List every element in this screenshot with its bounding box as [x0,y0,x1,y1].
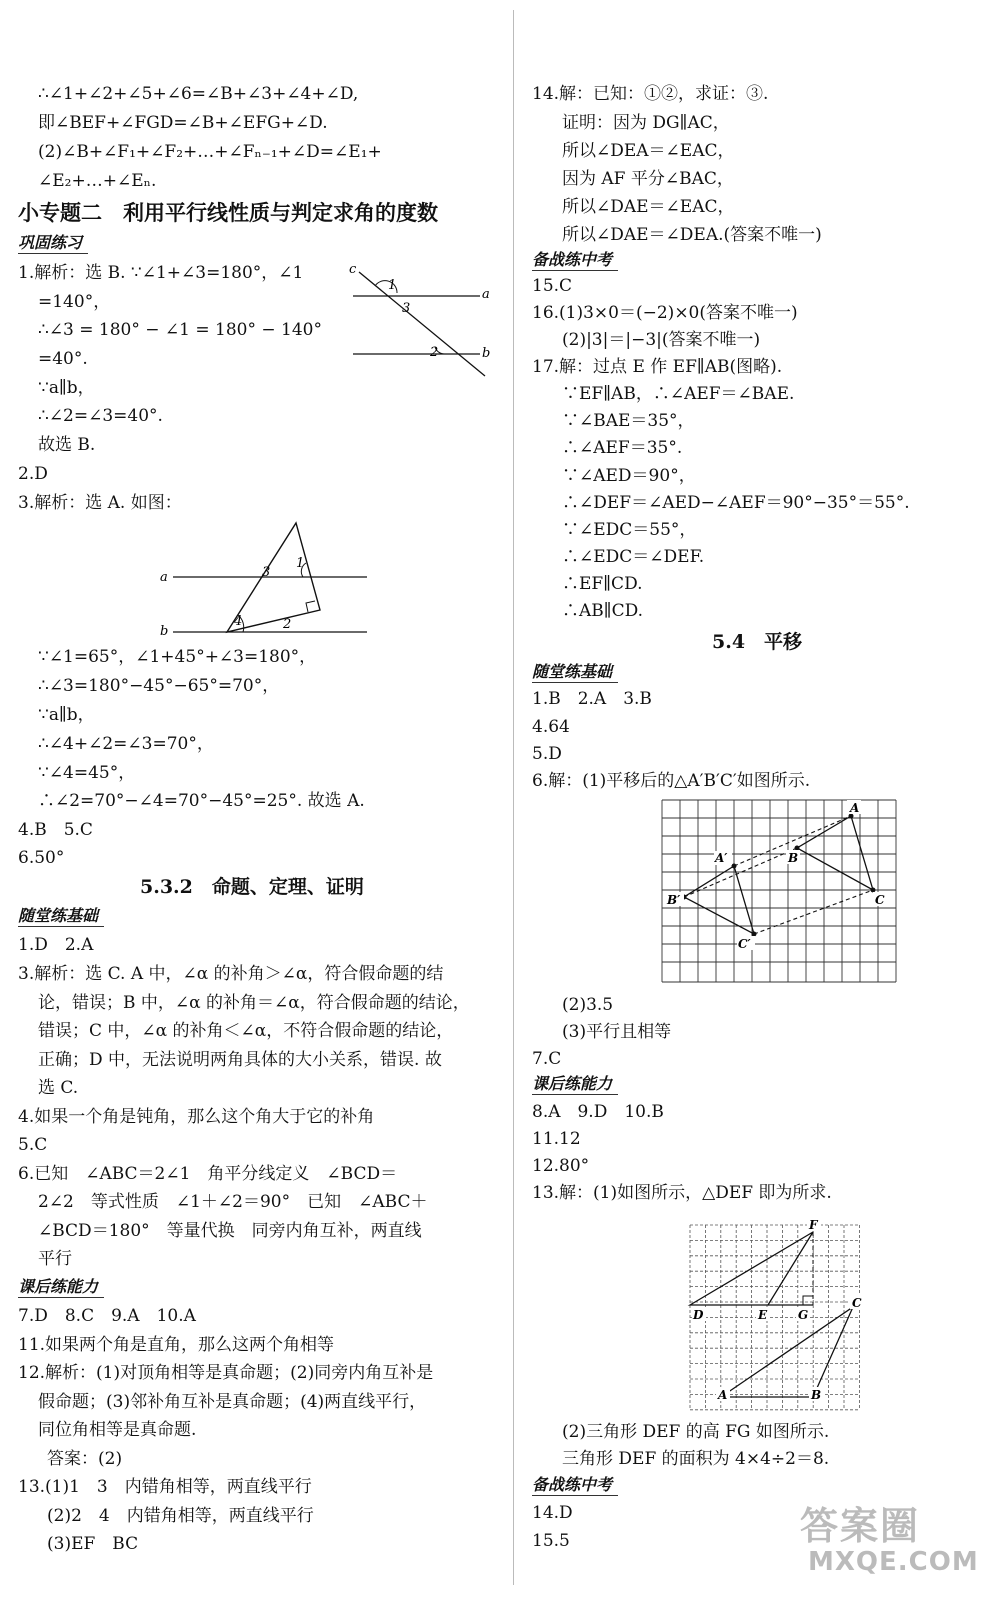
figure-triangle-def-grid [690,1218,868,1413]
text-line: 三角形 DEF 的面积为 4×4÷2＝8. [545,1449,830,1469]
point-label-A-prime: A′ [715,851,728,865]
text-line: (2)三角形 DEF 的高 FG 如图所示. [545,1422,830,1442]
point-label-B-prime: B′ [667,893,681,907]
text-line: ∵∠EDC＝55°， [545,520,697,540]
topic-title: 小专题二 利用平行线性质与判定求角的度数 [18,201,438,225]
text-line: ∵a∥b， [38,378,95,398]
text-line: (2)2 4 内错角相等，两直线平行 [30,1506,314,1526]
text-line: (3)EF BC [30,1534,139,1554]
angle-label-3: 3 [262,565,271,580]
figure-parallel-lines-1 [345,262,500,380]
text-line: 13.解：(1)如图所示，△DEF 即为所求. [532,1183,832,1203]
point-label-C-prime: C′ [738,937,751,951]
column-divider [513,10,514,1585]
angle-label-2: 2 [430,345,439,360]
point-label-E: E [758,1308,768,1322]
text-line: 15.5 [532,1531,570,1551]
text-line: ∵∠AED＝90°， [545,466,696,486]
line-label-a: a [482,287,490,302]
text-line: 4.B 5.C [18,820,93,840]
text-line: 17.解：过点 E 作 EF∥AB(图略). [532,357,783,377]
text-line: ∴∠3 = 180° − ∠1 = 180° − 140° [38,320,322,340]
text-line: 4.如果一个角是钝角，那么这个角大于它的补角 [18,1107,375,1127]
text-line: 因为 AF 平分∠BAC， [545,169,734,189]
section-tag: 课后练能力 [18,1277,104,1298]
text-line: 16.(1)3×0＝(−2)×0(答案不唯一) [532,303,798,323]
text-line: 1.B 2.A 3.B [532,689,652,709]
text-line: ∵∠4=45°， [38,763,136,783]
text-line: (3)平行且相等 [545,1022,672,1042]
text-line: 3.解析：选 C. A 中，∠α 的补角＞∠α，符合假命题的结 [18,964,444,984]
point-label-C: C [875,893,885,907]
text-line: 错误；C 中，∠α 的补角＜∠α，不符合假命题的结论， [38,1021,454,1041]
line-label-b: b [160,624,169,639]
text-line: ∵∠1=65°，∠1+45°+∠3=180°， [38,647,317,667]
text-line: 3.解析：选 A. 如图： [18,493,182,513]
text-line: =140°， [38,292,111,312]
text-line: ∠BCD＝180° 等量代换 同旁内角互补，两直线 [38,1221,422,1241]
point-label-F: F [809,1218,818,1232]
text-line: ∴∠DEF＝∠AED−∠AEF＝90°−35°＝55°. [545,493,910,513]
point-label-B: B [811,1388,822,1402]
text-line: 8.A 9.D 10.B [532,1102,664,1122]
point-label-B: B [788,851,799,865]
point-label-G: G [798,1308,809,1322]
text-line: 14.解：已知：①②，求证：③. [532,84,769,104]
angle-label-2: 2 [283,617,292,632]
text-line: 6.解：(1)平移后的△A′B′C′如图所示. [532,771,811,791]
text-line: ∴∠3=180°−45°−65°=70°， [38,676,280,696]
section-heading: 5.3.2 命题、定理、证明 [140,876,364,898]
text-line: 7.C [532,1049,562,1069]
angle-label-4: 4 [234,614,243,629]
text-line: 7.D 8.C 9.A 10.A [18,1306,196,1326]
text-line: 14.D [532,1503,573,1523]
point-label-D: D [693,1308,704,1322]
angle-label-1: 1 [388,278,397,293]
text-line: 5.C [18,1135,48,1155]
text-line: 选 C. [38,1078,79,1098]
text-line: 5.D [532,744,562,764]
text-line: (2)∠B+∠F₁+∠F₂+…+∠Fₙ₋₁+∠D=∠E₁+ [38,142,382,162]
text-line: ∵a∥b， [38,705,95,725]
text-line: ∴∠2=70°−∠4=70°−45°=25°. 故选 A. [38,791,365,811]
text-line: 13.(1)1 3 内错角相等，两直线平行 [18,1477,312,1497]
text-line: 假命题；(3)邻补角互补是真命题；(4)两直线平行， [38,1392,427,1412]
section-heading: 5.4 平移 [712,631,803,653]
text-line: 12.80° [532,1156,590,1176]
text-line: 1.D 2.A [18,935,94,955]
angle-label-3: 3 [402,301,411,316]
text-line: (2)|3|＝|−3|(答案不唯一) [545,330,761,350]
text-line: ∴∠EDC＝∠DEF. [545,547,705,567]
text-line: 论，错误；B 中，∠α 的补角＝∠α，符合假命题的结论， [38,993,470,1013]
text-line: ∴∠AEF＝35°. [545,438,683,458]
watermark-logo: 答案圈 [800,1504,921,1548]
section-tag: 课后练能力 [532,1074,618,1095]
text-line: ∴∠2=∠3=40°. [38,406,163,426]
section-tag: 随堂练基础 [532,662,618,683]
line-label-c: c [349,262,357,277]
figure-translation-grid [662,800,898,985]
text-line: ∴AB∥CD. [545,601,644,621]
point-label-A: A [850,801,860,815]
text-line: 1.解析：选 B. ∵∠1+∠3=180°，∠1 [18,263,304,283]
watermark-url: MXQE.COM [808,1547,979,1577]
text-line: 11.如果两个角是直角，那么这两个角相等 [18,1335,335,1355]
text-line: 正确；D 中，无法说明两角具体的大小关系，错误. 故 [38,1050,442,1070]
point-label-A: A [718,1388,728,1402]
text-line: 15.C [532,276,573,296]
text-line: 6.已知 ∠ABC＝2∠1 角平分线定义 ∠BCD＝ [18,1164,398,1184]
section-tag: 巩固练习 [18,233,88,254]
section-tag: 随堂练基础 [18,906,104,927]
figure-triangle-parallels [155,515,380,640]
text-line: ∠E₂+…+∠Eₙ. [38,171,157,191]
line-label-b: b [482,346,491,361]
text-line: ∵EF∥AB，∴∠AEF＝∠BAE. [545,384,795,404]
text-line: 证明：因为 DG∥AC， [545,113,730,133]
text-line: ∴EF∥CD. [545,574,643,594]
text-line: 所以∠DAE＝∠EAC， [545,197,735,217]
point-label-C: C [852,1296,862,1310]
text-line: ∴∠1+∠2+∠5+∠6=∠B+∠3+∠4+∠D, [38,84,359,104]
text-line: 4.64 [532,717,570,737]
text-line: 12.解析：(1)对顶角相等是真命题；(2)同旁内角互补是 [18,1363,434,1383]
text-line: (2)3.5 [545,995,614,1015]
text-line: 6.50° [18,848,65,868]
text-line: 2∠2 等式性质 ∠1＋∠2＝90° 已知 ∠ABC＋ [38,1192,428,1212]
section-tag: 备战练中考 [532,250,618,271]
text-line: 答案：(2) [30,1449,123,1469]
text-line: ∵∠BAE＝35°， [545,411,695,431]
text-line: 故选 B. [38,435,96,455]
text-line: 2.D [18,464,48,484]
text-line: =40°. [38,349,88,369]
text-line: 所以∠DAE＝∠DEA.(答案不唯一) [545,225,822,245]
text-line: 所以∠DEA＝∠EAC， [545,141,735,161]
text-line: 即∠BEF+∠FGD=∠B+∠EFG+∠D. [38,113,328,133]
line-label-a: a [160,570,168,585]
text-line: 平行 [38,1249,72,1269]
text-line: ∴∠4+∠2=∠3=70°， [38,734,214,754]
angle-label-1: 1 [296,556,305,571]
text-line: 同位角相等是真命题. [38,1420,197,1440]
section-tag: 备战练中考 [532,1475,618,1496]
text-line: 11.12 [532,1129,581,1149]
